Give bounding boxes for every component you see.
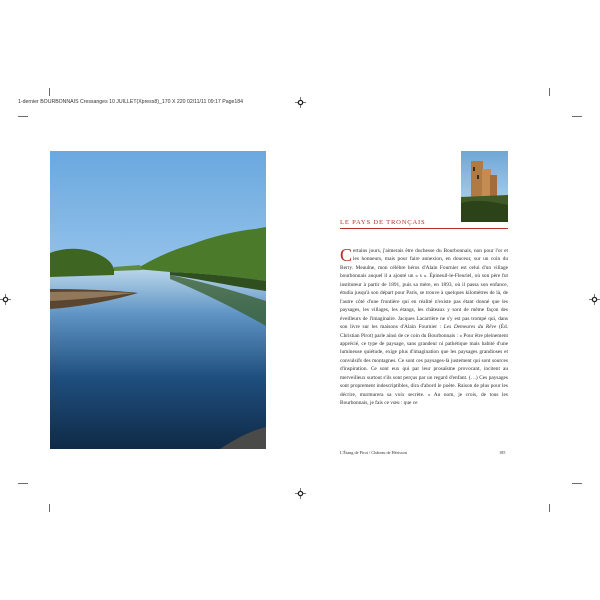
crop-mark-bottom-left-v: [49, 504, 50, 512]
crop-mark-top-right: [572, 116, 582, 117]
river-landscape-photo: [50, 151, 266, 449]
registration-mark-right: [589, 294, 600, 305]
section-title: LE PAYS DE TRONÇAIS: [340, 219, 426, 226]
crop-mark-top-left: [18, 116, 28, 117]
body-paragraph: [340, 247, 508, 408]
body-text: [340, 247, 508, 408]
crop-mark-top-left-v: [49, 88, 50, 96]
registration-mark-left: [0, 294, 11, 305]
registration-mark-top: [295, 97, 306, 108]
page-number: 185: [499, 450, 506, 455]
crop-mark-top-right-v: [549, 88, 550, 96]
section-rule: [340, 228, 508, 229]
photo-caption: L'Étang de Pirot / Château de Hérisson: [340, 450, 407, 455]
book-title: Les Demeures du Rêve: [443, 324, 497, 331]
crop-mark-bottom-right: [572, 483, 582, 484]
registration-mark-bottom: [295, 488, 306, 499]
castle-thumbnail-photo: [461, 151, 508, 222]
drop-cap: C: [340, 245, 353, 265]
body-text-part-1: ertains jours, j'aimerais être duchesse du Bourbonnais, non pour l'or et les honneurs, mais pour faire annexion, en douceur, sur un coin du Berry. Meaulne, mon célèbre héros d'Alain Fournier est celui d'un village bourbonnais auquel il a ajouté un « s ». Épineuil-le-Fleuriel, où son père fut instituteur à partir de 1891, puis sa mère, en 1893, où il passa son enfance, étudia jusqu'à son départ pour Paris, se trouve à quelques kilomètres de là, de l'autre côté d'une frontière qui en réalité n'existe pas étant donné que les paysages, les villages, les étangs, les châteaux y sont de même façon des éveilleurs de l'imaginaire. Jacques Lacarrière ne s'y est pas trompé qui, dans son livre sur les maisons d'Alain Fournier :: [340, 248, 508, 331]
print-slug: 1-dernier BOURBONNAIS Cressanges 10 JUILLET(Xpress8)_170 X 220 02/11/11 09:17 Page184: [18, 99, 244, 105]
body-text-part-2: (Éd. Christian Pirot) parle ainsi de ce coin du Bourbonnais : « Pour être pleinement apprécié, ce type de paysage, sans grandeur ni pathétique mais habité d'une lumineuse quiétude, exige plus d'imagination que les paysages grandioses et convulsifs des montagnes. Ce sont ces paysages-là justement qui sont sources d'inspiration. Ce sont eux qui par leur prosaïsme provocant, incitent au merveilleux surtout s'ils sont perçus par un regard d'enfant. (…) Ces paysages sont proprement indescriptibles, dira d'abord le poète. Raison de plus pour les décrire, murmurera sa voix secrète. » Au nom, je crois, de tous les Bourbonnais, je fais ce vœu : que ce: [340, 324, 508, 407]
crop-mark-bottom-left: [18, 483, 28, 484]
crop-mark-bottom-right-v: [549, 504, 550, 512]
